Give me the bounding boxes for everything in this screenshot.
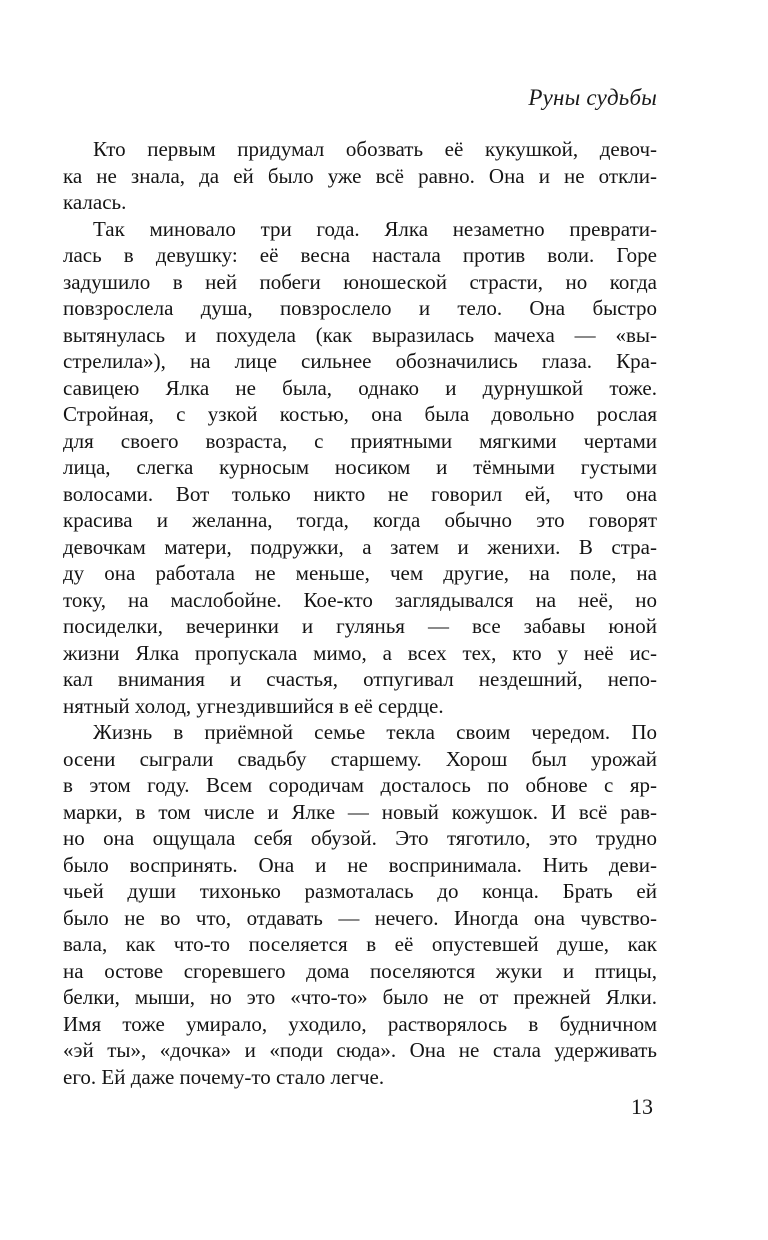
text-line: но она ощущала себя обузой. Это тяготило, это трудно: [63, 826, 657, 850]
running-head: Руны судьбы: [528, 85, 657, 110]
text-line: току, на маслобойне. Кое-кто заглядывался на неё, но: [63, 587, 657, 612]
paragraph: [63, 719, 657, 1090]
text-line: «эй ты», «дочка» и «поди сюда». Она не стала удерживать: [63, 1038, 657, 1062]
text-line: Стройная, с узкой костью, она была довольно рослая: [63, 402, 657, 426]
text-line: вала, как что-то поселяется в её опустевшей душе, как: [63, 932, 657, 956]
text-line: в этом году. Всем сородичам досталось по обнове с яр-: [63, 773, 657, 797]
paragraph: [63, 216, 657, 720]
text-line: нятный холод, угнездившийся в её сердце.: [63, 693, 444, 718]
text-line: на остове сгоревшего дома поселяются жуки и птицы,: [63, 958, 657, 983]
text-line: Так миновало три года. Ялка незаметно преврати-: [93, 216, 657, 241]
text-line: лица, слегка курносым носиком и тёмными густыми: [63, 455, 657, 479]
text-line: ка не знала, да ей было уже всё равно. Она и не откли-: [63, 163, 657, 188]
page-body: [63, 136, 657, 1090]
text-line: Кто первым придумал обозвать её кукушкой, девоч-: [93, 137, 657, 161]
text-line: девочкам матери, подружки, а затем и женихи. В стра-: [63, 534, 657, 559]
text-line: чьей души тихонько размоталась до конца. Брать ей: [63, 879, 657, 903]
paragraph: [63, 136, 657, 216]
text-line: савицею Ялка не была, однако и дурнушкой тоже.: [63, 375, 657, 400]
page-number: 13: [631, 1094, 653, 1119]
text-line: Жизнь в приёмной семье текла своим чередом. По: [93, 720, 657, 744]
text-line: белки, мыши, но это «что-то» было не от прежней Ялки.: [63, 985, 657, 1009]
text-line: красива и желанна, тогда, когда обычно это говорят: [63, 508, 657, 532]
text-line: кал внимания и счастья, отпугивал нездешний, непо-: [63, 667, 657, 691]
text-line: калась.: [63, 190, 127, 214]
text-line: марки, в том числе и Ялке — новый кожушок. И всё рав-: [63, 799, 657, 824]
text-line: было воспринять. Она и не воспринимала. Нить деви-: [63, 852, 657, 877]
text-line: задушило в ней побеги юношеской страсти, но когда: [63, 269, 657, 294]
text-line: стрелила»), на лице сильнее обозначились глаза. Кра-: [63, 349, 657, 373]
text-line: ду она работала не меньше, чем другие, на поле, на: [63, 561, 657, 585]
text-line: лась в девушку: её весна настала против воли. Горе: [63, 243, 657, 267]
text-line: волосами. Вот только никто не говорил ей, что она: [63, 481, 657, 506]
text-line: осени сыграли свадьбу старшему. Хорош был урожай: [63, 746, 657, 771]
text-line: посиделки, вечеринки и гулянья — все забавы юной: [63, 614, 657, 638]
text-line: вытянулась и похудела (как выразилась мачеха — «вы-: [63, 322, 657, 347]
text-line: Имя тоже умирало, уходило, растворялось в будничном: [63, 1011, 657, 1036]
text-line: для своего возраста, с приятными мягкими чертами: [63, 428, 657, 453]
text-line: было не во что, отдавать — нечего. Иногда она чувство-: [63, 905, 657, 930]
text-line: его. Ей даже почему-то стало легче.: [63, 1064, 385, 1089]
text-line: повзрослела душа, повзрослело и тело. Она быстро: [63, 296, 657, 320]
text-line: жизни Ялка пропускала мимо, а всех тех, кто у неё ис-: [63, 640, 657, 665]
